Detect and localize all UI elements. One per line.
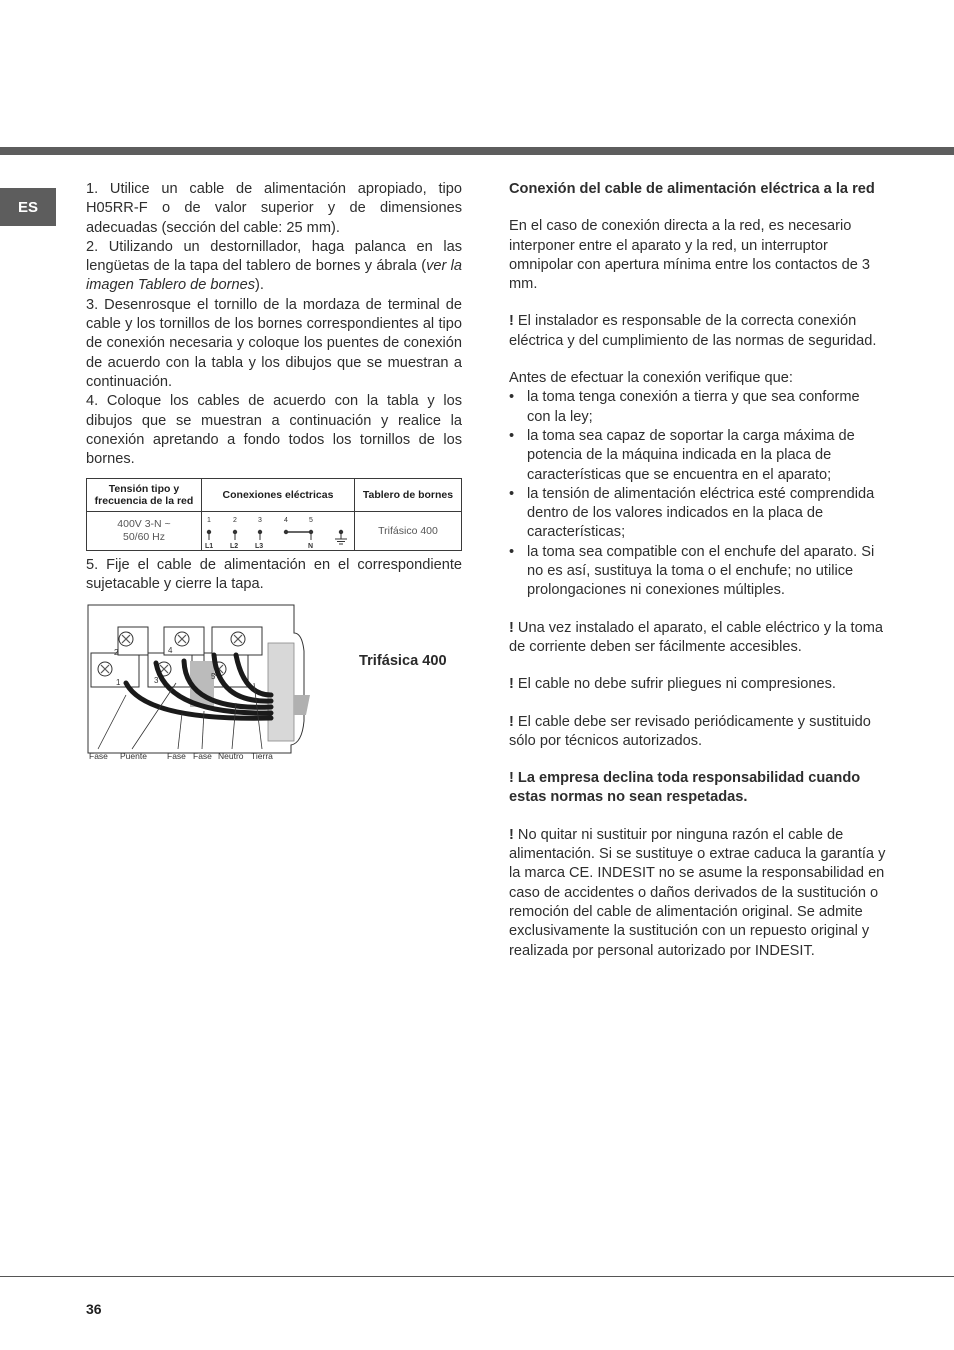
step-2 <box>86 238 462 296</box>
check-list <box>509 388 887 600</box>
header-bar <box>0 147 954 155</box>
list-item: • la toma tenga conexión a tierra y que sea conforme con la ley; <box>509 388 887 427</box>
list-item: • la toma sea capaz de soportar la carga máxima de potencia de la máquina indicada en la placa de características que se encuentra en el aparato; <box>509 427 887 485</box>
right-column <box>509 180 887 961</box>
list-item: • la toma sea compatible con el enchufe del aparato. Si no es así, sustituya la toma o el enchufe; no utilice prolongaciones ni conexiones múltiples. <box>509 543 887 601</box>
table-header-voltage: Tensión tipo y frecuencia de la red <box>87 479 202 512</box>
installer-warning: ! El instalador es responsable de la correcta conexión eléctrica y del cumplimiento de las normas de seguridad. <box>509 313 877 349</box>
terminal-number-5: 5 <box>309 517 313 524</box>
step-1: 1. Utilice un cable de alimentación apropiado, tipo H05RR-F o de valor superior y de dimensiones adecuadas (sección del cable: 25 mm). <box>86 181 462 236</box>
voltage-line-1: 400V 3-N ~ <box>117 518 171 530</box>
label-puente: Puente <box>120 751 147 761</box>
footer-rule <box>0 1276 954 1277</box>
intro-paragraph: En el caso de conexión directa a la red, es necesario interponer entre el aparato y la red, un interruptor omnipolar con apertura mínima entre los contactos de 3 mm. <box>509 218 870 293</box>
step-2-a: 2. Utilizando un destornillador, haga palanca en las lengüetas de la tapa del tablero de bornes y ábrala ( <box>86 238 462 275</box>
accessibility-warning: ! Una vez instalado el aparato, el cable eléctrico y la toma de corriente deben ser fácilmente accesibles. <box>509 619 883 655</box>
step-2-italic: ver la imagen Tablero de bornes <box>86 258 463 294</box>
warning-mark: ! <box>509 676 514 693</box>
phase-label-l2: L2 <box>230 543 239 550</box>
connection-table <box>86 478 462 551</box>
language-label: ES <box>17 198 38 216</box>
terminal-number-2: 2 <box>233 517 237 524</box>
step-4: 4. Coloque los cables de acuerdo con la tabla y los dibujos que se muestran a continuación y realice la conexión apretando a fondo todos los tornillos de los bornes. <box>86 393 462 468</box>
check-intro: Antes de efectuar la conexión verifique que: <box>509 370 793 387</box>
warning-mark: ! <box>509 619 514 636</box>
terminal-number-3: 3 <box>258 517 262 524</box>
connection-schematic <box>202 512 350 550</box>
step-2-b: ). <box>255 277 264 294</box>
label-neutro: Neutro <box>218 751 244 761</box>
diagram-title: Trifásica 400 <box>359 653 447 669</box>
table-header-connections: Conexiones eléctricas <box>202 479 355 512</box>
terminal-number-1: 1 <box>207 517 211 524</box>
label-fase-1: Fase <box>89 751 108 761</box>
table-cell-voltage <box>87 512 202 551</box>
page-number: 36 <box>86 1301 102 1317</box>
terminal-board-diagram <box>86 603 316 771</box>
left-column <box>86 180 462 469</box>
inspection-warning: ! El cable debe ser revisado periódicamente y sustituido sólo por técnicos autorizados. <box>509 713 871 749</box>
warning-mark: ! <box>509 313 514 330</box>
step-5: 5. Fije el cable de alimentación en el correspondiente sujetacable y cierre la tapa. <box>86 557 462 593</box>
label-fase-3: Fase <box>193 751 212 761</box>
warning-mark: ! <box>509 826 514 843</box>
diagram-number-2: 2 <box>114 648 119 657</box>
phase-label-l3: L3 <box>255 543 264 550</box>
step-3: 3. Desenrosque el tornillo de la mordaza de terminal de cable y los tornillos de los bornes correspondientes al tipo de conexión necesaria y coloque los puentes de conexión de acuerdo con la tabla y los dibujos que se muestran a continuación. <box>86 296 462 390</box>
list-item: • la tensión de alimentación eléctrica esté comprendida dentro de los valores indicados en la placa de características; <box>509 485 887 543</box>
warning-mark: ! <box>509 713 514 730</box>
bending-warning: ! El cable no debe sufrir pliegues ni compresiones. <box>509 676 836 693</box>
diagram-number-1: 1 <box>116 678 121 687</box>
diagram-number-3: 3 <box>154 676 159 685</box>
terminal-number-4: 4 <box>284 517 288 524</box>
language-tab <box>0 188 56 226</box>
diagram-number-5: 5 <box>211 672 216 681</box>
table-cell-connections <box>202 512 355 551</box>
table-cell-board: Trifásico 400 <box>355 512 462 551</box>
cable-replacement-warning: ! No quitar ni sustituir por ninguna razón el cable de alimentación. Si se sustituye o extrae caduca la garantía y la marca CE. INDESIT no se asume la responsabilidad en caso de accidentes o daños derivados de la sustitución o remoción del cable de alimentación original. Se admite exclusivamente la sustitución con un repuesto original y realizada por personal autorizado por INDESIT. <box>509 826 886 959</box>
diagram-number-4: 4 <box>168 646 173 655</box>
table-header-board: Tablero de bornes <box>355 479 462 512</box>
neutral-label: N <box>308 543 314 550</box>
phase-label-l1: L1 <box>205 543 214 550</box>
label-tierra: Tierra <box>251 751 273 761</box>
voltage-line-2: 50/60 Hz <box>122 531 166 543</box>
section-heading: Conexión del cable de alimentación eléctrica a la red <box>509 181 875 197</box>
liability-warning: ! La empresa declina toda responsabilidad cuando estas normas no sean respetadas. <box>509 770 861 806</box>
terminal-dots <box>207 530 343 534</box>
label-fase-2: Fase <box>167 751 186 761</box>
